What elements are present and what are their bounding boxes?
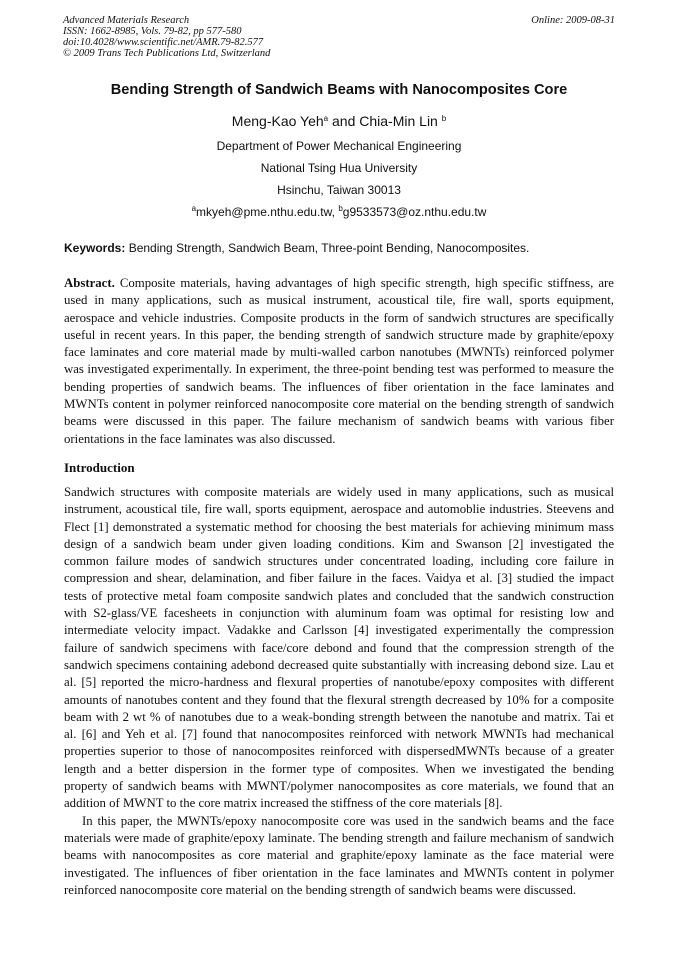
author-2: Chia-Min Lin: [359, 113, 442, 129]
issn-line: ISSN: 1662-8985, Vols. 79-82, pp 577-580: [63, 26, 242, 37]
introduction-heading: Introduction: [64, 460, 135, 475]
introduction-body: [64, 484, 614, 899]
affiliation-department: Department of Power Mechanical Engineering: [216, 139, 462, 153]
keywords-label: Keywords:: [64, 241, 126, 255]
journal-header: [63, 15, 615, 59]
email-b-mark: b: [338, 204, 343, 213]
keywords: [64, 241, 529, 255]
email-line: [0, 205, 678, 219]
abstract-text: Composite materials, having advantages of high specific strength, high specific stiffness, are used in many applications, such as musical instrument, acoustical tile, fire wall, sports equipment, aerospace and vehicle industries. Composite products in the form of sandwich structures are specifically useful in recent years. In this paper, the bending strength of sandwich structure made by graphite/epoxy face laminates and core material made by multi-walled carbon nanotubes (MWNTs) reinforced polymer was investigated experimentally. In experiment, the three-point bending test was performed to measure the bending properties of sandwich beams. The influences of fiber orientation in the face laminates and MWNTs content in polymer reinforced nanocomposite core material on the bending strength of sandwich beams were discussed in this paper. The failure mechanism of sandwich beams with various fiber orientations in the face laminates was also discussed.: [64, 276, 614, 446]
journal-name: Advanced Materials Research: [63, 15, 190, 26]
introduction-paragraph-2: In this paper, the MWNTs/epoxy nanocomposite core was used in the sandwich beams and the face materials were made of graphite/epoxy laminate. The bending strength and failure mechanism of sandwich beams with nanocomposites as core material and graphite/epoxy laminate as the face material were investigated. The influences of fiber orientation in the face laminates and MWNTs content in polymer reinforced nanocomposite core material on the bending strength of sandwich beams were discussed.: [64, 813, 614, 897]
email-b: g9533573@oz.nthu.edu.tw: [342, 205, 487, 219]
affiliation-city: Hsinchu, Taiwan 30013: [277, 183, 401, 197]
keywords-text: Bending Strength, Sandwich Beam, Three-point Bending, Nanocomposites.: [125, 241, 530, 255]
affiliation-university: National Tsing Hua University: [260, 161, 418, 175]
abstract: [64, 275, 614, 448]
email-a-mark: a: [191, 204, 197, 213]
author-1: Meng-Kao Yeh: [231, 113, 324, 129]
online-date: Online: 2009-08-31: [531, 15, 615, 26]
email-a: mkyeh@pme.nthu.edu.tw,: [196, 205, 339, 219]
author-line: [0, 113, 678, 129]
introduction-paragraph-1: Sandwich structures with composite materials are widely used in many applications, such as musical instrument, acoustical tile, fire wall, sports equipment, aerospace and automoblie industries. Steevens and Flect [1] demonstrated a systematic method for choosing the best materials for achieving minimum mass design of a sandwich beam under given loading conditions. Kim and Swanson [2] investigated the common failure modes of sandwich structures under concentrated loading, including core failure in compression and shear, delamination, and fiber failure in the faces. Vaidya et al. [3] studied the impact tests of protective metal foam composite sandwich plates and concluded that the sandwich construction with S2-glass/VE facesheets in conjunction with aluminum foam was optimal for resisting low and intermediate velocity impact. Vadakke and Carlsson [4] investigated experimentally the compression failure of sandwich specimens with face/core debond and found that the compression strength of the sandwich specimens containing adebond decreased quite substantially with increasing debond size. Lau et al. [5] reported the micro-hardness and flexural properties of nanotube/epoxy composites with different amounts of nanotubes content and they found that the flexural strength decreased by 10% for a composite beam with 2 wt % of nanotubes due to a weak-bonding strength between the nanotube and matrix. Tai et al. [6] and Yeh et al. [7] found that nanocomposites reinforced with network MWNTs had mechanical properties superior to those of nanocomposites reinforced with dispersedMWNTs because of a greater length and a better dispersion in the former type of composites. When we investigated the bending property of sandwich beams with MWNT/polymer nanocomposites as core materials, we found that an addition of MWNT to the core matrix increased the stiffness of the core materials [8].: [64, 485, 614, 811]
doi-line: doi:10.4028/www.scientific.net/AMR.79-82.577: [63, 37, 264, 48]
author-conjunction: and: [328, 113, 360, 129]
copyright-line: © 2009 Trans Tech Publications Ltd, Switzerland: [63, 48, 271, 59]
abstract-label: Abstract.: [64, 276, 115, 290]
author-2-mark: b: [441, 114, 447, 123]
paper-title: Bending Strength of Sandwich Beams with Nanocomposites Core: [110, 82, 568, 98]
author-1-mark: a: [323, 114, 329, 123]
